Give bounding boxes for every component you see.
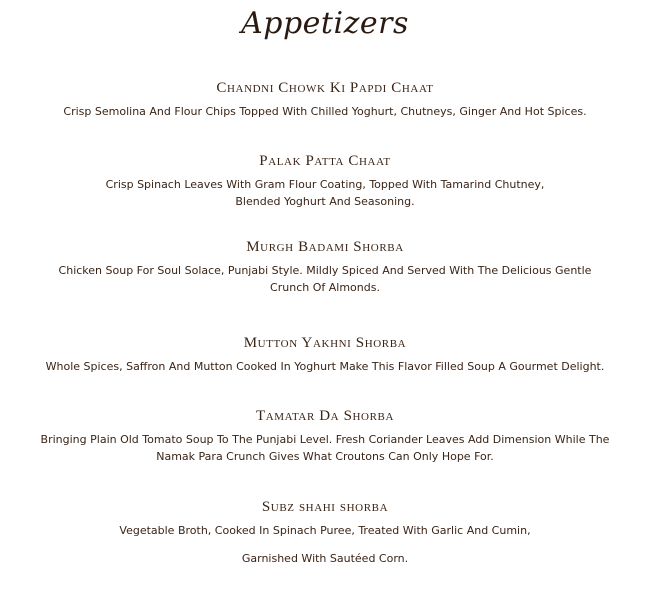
menu-item-description: Vegetable Broth, Cooked In Spinach Puree, Treated With Garlic And Cumin, — [119, 524, 531, 537]
menu-item-description: Garnished With Sautéed Corn. — [241, 552, 409, 565]
menu-item-name: Murgh Badami Shorba — [246, 239, 404, 255]
menu-item-description: Whole Spices, Saffron And Mutton Cooked In Yoghurt Make This Flavor Filled Soup A Gourmet Delight. — [45, 360, 605, 373]
menu-item-description: Blended Yoghurt And Seasoning. — [235, 195, 415, 208]
menu-item-description: Bringing Plain Old Tomato Soup To The Punjabi Level. Fresh Coriander Leaves Add Dimension While The — [40, 433, 610, 446]
menu-item-name: Palak Patta Chaat — [259, 153, 391, 169]
menu-item-description: Chicken Soup For Soul Solace, Punjabi Style. Mildly Spiced And Served With The Delicious Gentle — [58, 264, 592, 277]
menu-item-papdi-chaat — [0, 79, 650, 120]
menu-item-name: Mutton Yakhni Shorba — [243, 335, 407, 351]
menu-item-subz-shahi-shorba — [0, 498, 650, 567]
menu-item-description: Crisp Semolina And Flour Chips Topped With Chilled Yoghurt, Chutneys, Ginger And Hot Spices. — [63, 105, 587, 118]
menu-item-mutton-yakhni-shorba — [0, 334, 650, 375]
menu-item-description: Namak Para Crunch Gives What Croutons Can Only Hope For. — [156, 450, 494, 463]
menu-item-name: Subz shahi shorba — [261, 499, 389, 515]
menu-item-name: Tamatar Da Shorba — [255, 408, 395, 424]
menu-item-palak-patta-chaat — [0, 152, 650, 210]
menu-item-description: Crunch Of Almonds. — [270, 281, 380, 294]
menu-item-description: Crisp Spinach Leaves With Gram Flour Coating, Topped With Tamarind Chutney, — [105, 178, 545, 191]
section-title: Appetizers — [241, 6, 409, 41]
menu-item-tamatar-da-shorba — [0, 407, 650, 465]
menu-item-murgh-badami-shorba — [0, 238, 650, 296]
menu-item-name: Chandni Chowk Ki Papdi Chaat — [216, 80, 434, 96]
